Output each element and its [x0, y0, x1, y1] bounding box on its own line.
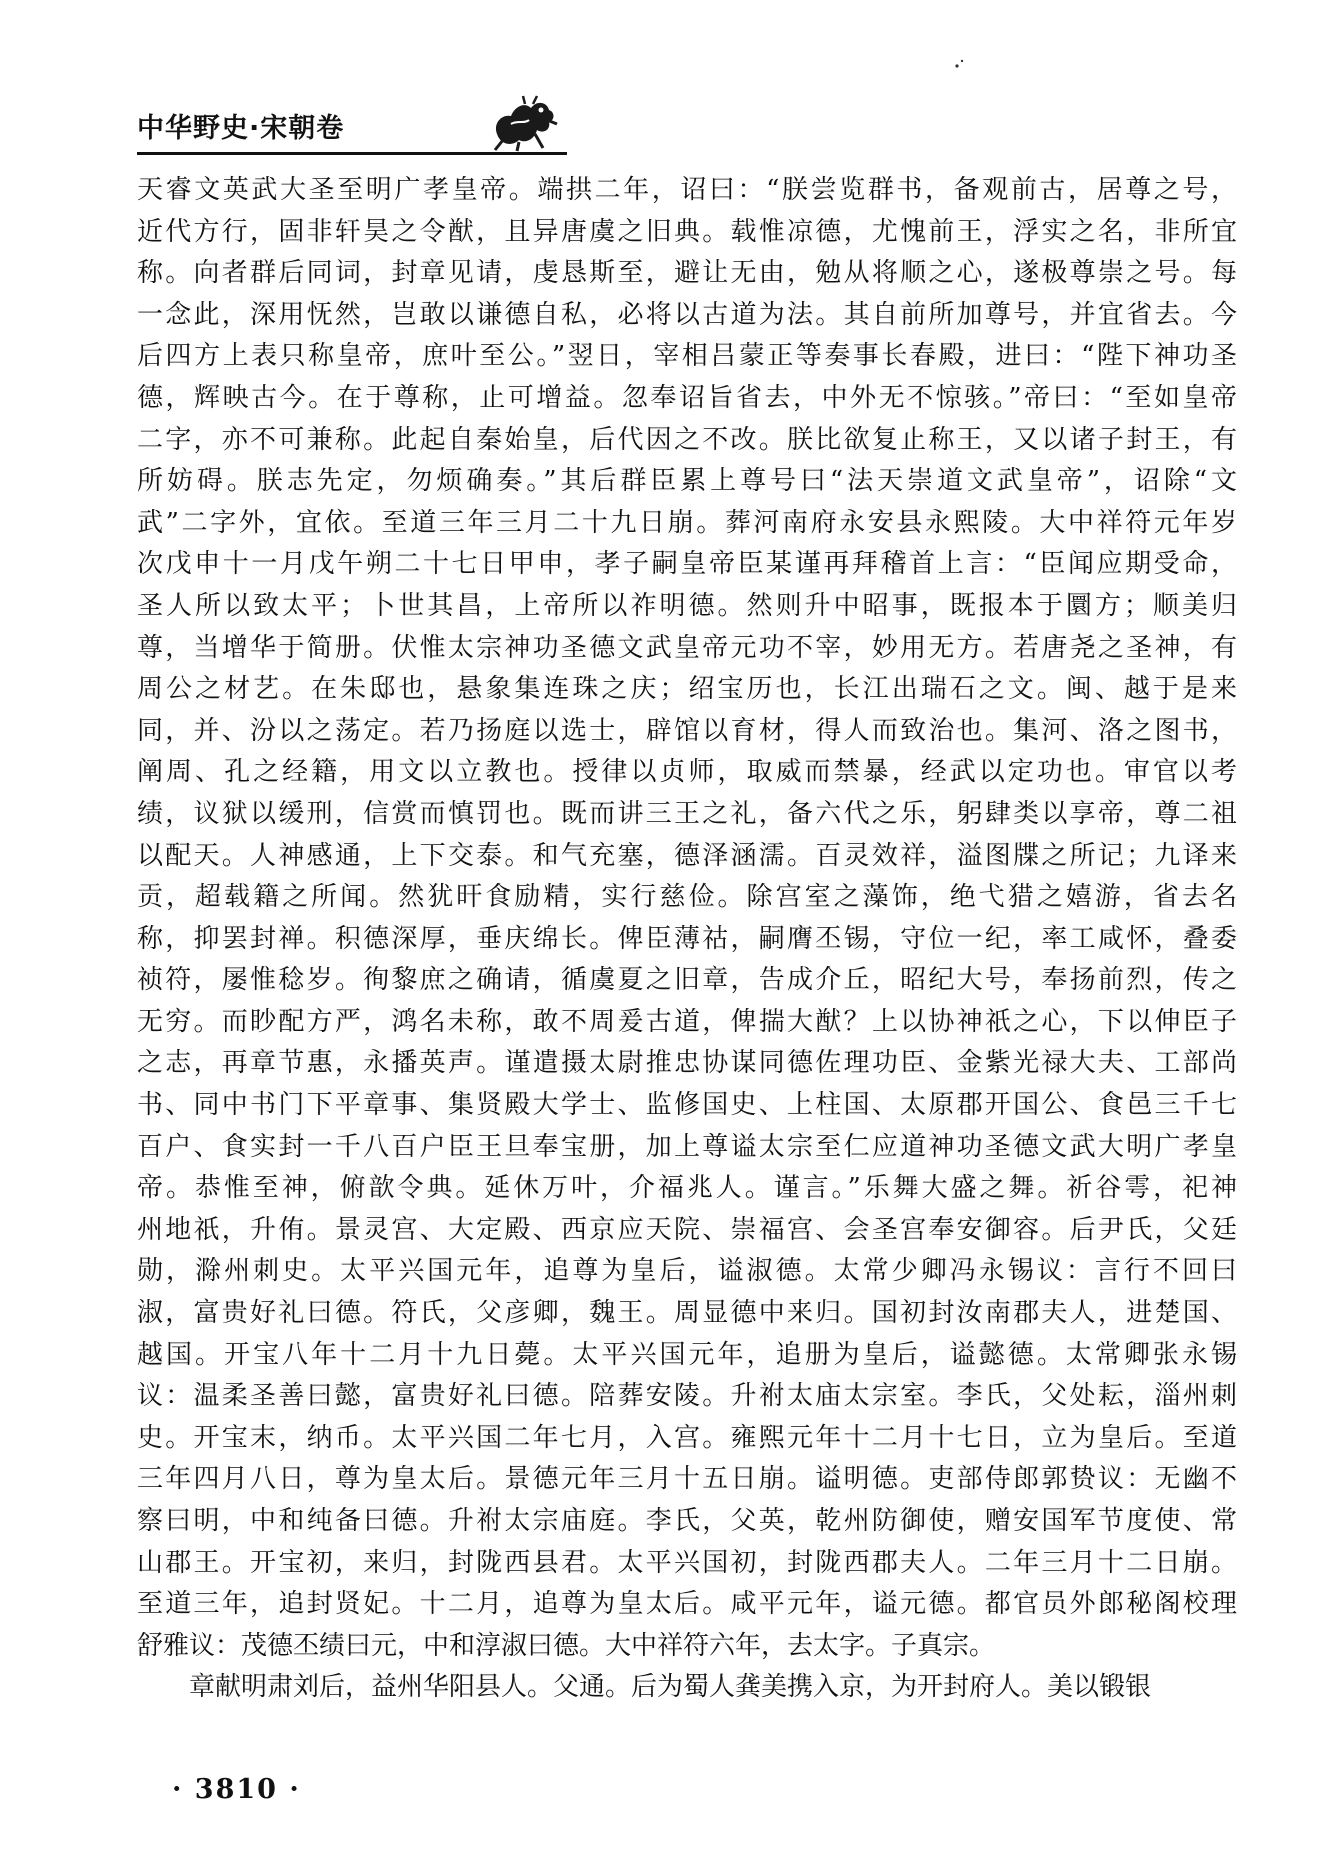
text-line: 山郡王。开宝初，来归，封陇西县君。太平兴国初，封陇西郡夫人。二年三月十二日崩。 [137, 1547, 1237, 1578]
text-line: 二字，亦不可兼称。此起自秦始皇，后代因之不改。朕比欲复止称王，又以诸子封王，有 [137, 424, 1237, 455]
text-line: 书、同中书门下平章事、集贤殿大学士、监修国史、上柱国、太原郡开国公、食邑三千七 [137, 1090, 1237, 1121]
text-line: 贡，超载籍之所闻。然犹旰食励精，实行慈俭。除宫室之藻饰，绝弋猎之嬉游，省去名 [137, 882, 1237, 913]
text-line: 淑，富贵好礼曰德。符氏，父彦卿，魏王。周显德中来归。国初封汝南郡夫人，进楚国、 [137, 1298, 1237, 1329]
text-line: 武”二字外，宜依。至道三年三月二十九日崩。葬河南府永安县永熙陵。大中祥符元年岁 [137, 507, 1237, 538]
text-line: 所妨碍。朕志先定，勿烦确奏。”其后群臣累上尊号曰“法天崇道文武皇帝”，诏除“文 [137, 466, 1237, 497]
text-line: 周公之材艺。在朱邸也，悬象集连珠之庆；绍宝历也，长江出瑞石之文。闽、越于是来 [137, 674, 1237, 705]
text-line: 以配天。人神感通，上下交泰。和气充塞，德泽涵濡。百灵效祥，溢图牒之所记；九译来 [137, 840, 1237, 871]
text-line: 三年四月八日，尊为皇太后。景德元年三月十五日崩。谥明德。吏部侍郎郭贽议：无幽不 [137, 1464, 1237, 1495]
text-line: 圣人所以致太平；卜世其昌，上帝所以祚明德。然则升中昭事，既报本于圜方；顺美归 [137, 590, 1237, 621]
running-header [137, 100, 1237, 156]
text-line: 帝。恭惟至神，俯歆令典。延休万叶，介福兆人。谨言。”乐舞大盛之舞。祈谷雩，祀神 [137, 1173, 1237, 1204]
text-line: 称，抑罢封禅。积德深厚，垂庆绵长。俾臣薄祜，嗣膺丕锡，守位一纪，率工咸怀，叠委 [137, 923, 1237, 954]
text-line: 至道三年，追封贤妃。十二月，追尊为皇太后。咸平元年，谥元德。都官员外郎秘阁校理 [137, 1589, 1237, 1620]
text-line: 章献明肃刘后，益州华阳县人。父通。后为蜀人龚美携入京，为开封府人。美以锻银 [189, 1672, 1152, 1703]
text-line: 史。开宝末，纳币。太平兴国二年七月，入宫。雍熙元年十二月十七日，立为皇后。至道 [137, 1422, 1237, 1453]
text-line: 无穷。而眇配方严，鸿名未称，敢不周爰古道，俾揣大猷？上以协神祇之心，下以伸臣子 [137, 1006, 1237, 1037]
text-line: 察曰明，中和纯备曰德。升祔太宗庙庭。李氏，父英，乾州防御使，赠安国军节度使、常 [137, 1506, 1237, 1536]
text-line: 越国。开宝八年十二月十九日薨。太平兴国元年，追册为皇后，谥懿德。太常卿张永锡 [137, 1339, 1237, 1370]
text-line: 同，并、汾以之荡定。若乃扬庭以选士，辟馆以育材，得人而致治也。集河、洛之图书， [137, 715, 1237, 746]
text-line: 德，辉映古今。在于尊称，止可增益。忽奉诏旨省去，中外无不惊骇。”帝曰：“至如皇帝 [137, 382, 1237, 413]
body-text [137, 170, 1237, 1709]
text-line: 之志，再章节惠，永播英声。谨遣摄太尉推忠协谋同德佐理功臣、金紫光禄大夫、工部尚 [137, 1048, 1237, 1079]
text-line: 州地祇，升侑。景灵宫、大定殿、西京应天院、崇福宫、会圣宫奉安御容。后尹氏，父廷 [137, 1214, 1237, 1245]
text-line: 一念此，深用怃然，岂敢以谦德自私，必将以古道为法。其自前所加尊号，并宜省去。今 [137, 299, 1237, 330]
page-number: · 3810 · [172, 1774, 301, 1805]
text-line: 尊，当增华于简册。伏惟太宗神功圣德文武皇帝元功不宰，妙用无方。若唐尧之圣神，有 [137, 632, 1237, 663]
text-line: 议：温柔圣善曰懿，富贵好礼曰德。陪葬安陵。升祔太庙太宗室。李氏，父处耘，淄州刺 [137, 1381, 1237, 1412]
scan-speck [953, 57, 967, 71]
dragon-emblem-icon [489, 94, 559, 152]
header-rule [137, 152, 567, 155]
text-line: 百户、食实封一千八百户臣王旦奉宝册，加上尊谥太宗至仁应道神功圣德文武大明广孝皇 [137, 1131, 1237, 1162]
text-line: 次戊申十一月戊午朔二十七日甲申，孝子嗣皇帝臣某谨再拜稽首上言：“臣闻应期受命， [137, 549, 1237, 580]
text-line: 后四方上表只称皇帝，庶叶至公。”翌日，宰相吕蒙正等奏事长春殿，进曰：“陛下神功圣 [137, 341, 1237, 372]
text-line: 祯符，屡惟稔岁。徇黎庶之确请，循虞夏之旧章，告成介丘，昭纪大号，奉扬前烈，传之 [137, 965, 1237, 996]
text-line: 勋，滁州刺史。太平兴国元年，追尊为皇后，谥淑德。太常少卿冯永锡议：言行不回曰 [137, 1256, 1237, 1287]
text-line: 称。向者群后同词，封章见请，虔恳斯至，避让无由，勉从将顺之心，遂极尊崇之号。每 [137, 258, 1237, 289]
text-line: 近代方行，固非轩昊之令猷，且异唐虞之旧典。载惟凉德，尤愧前王，浮实之名，非所宜 [137, 216, 1237, 247]
text-line: 绩，议狱以缓刑，信赏而慎罚也。既而讲三王之礼，备六代之乐，躬肆类以享帝，尊二祖 [137, 798, 1237, 829]
text-line: 天睿文英武大圣至明广孝皇帝。端拱二年，诏曰：“朕尝览群书，备观前古，居尊之号， [137, 175, 1237, 205]
book-title: 中华野史·宋朝卷 [137, 113, 345, 144]
text-line: 阐周、孔之经籍，用文以立教也。授律以贞师，取威而禁暴，经武以定功也。审官以考 [137, 757, 1237, 788]
text-line: 舒雅议：茂德丕绩曰元，中和淳淑曰德。大中祥符六年，去太字。子真宗。 [137, 1630, 996, 1661]
